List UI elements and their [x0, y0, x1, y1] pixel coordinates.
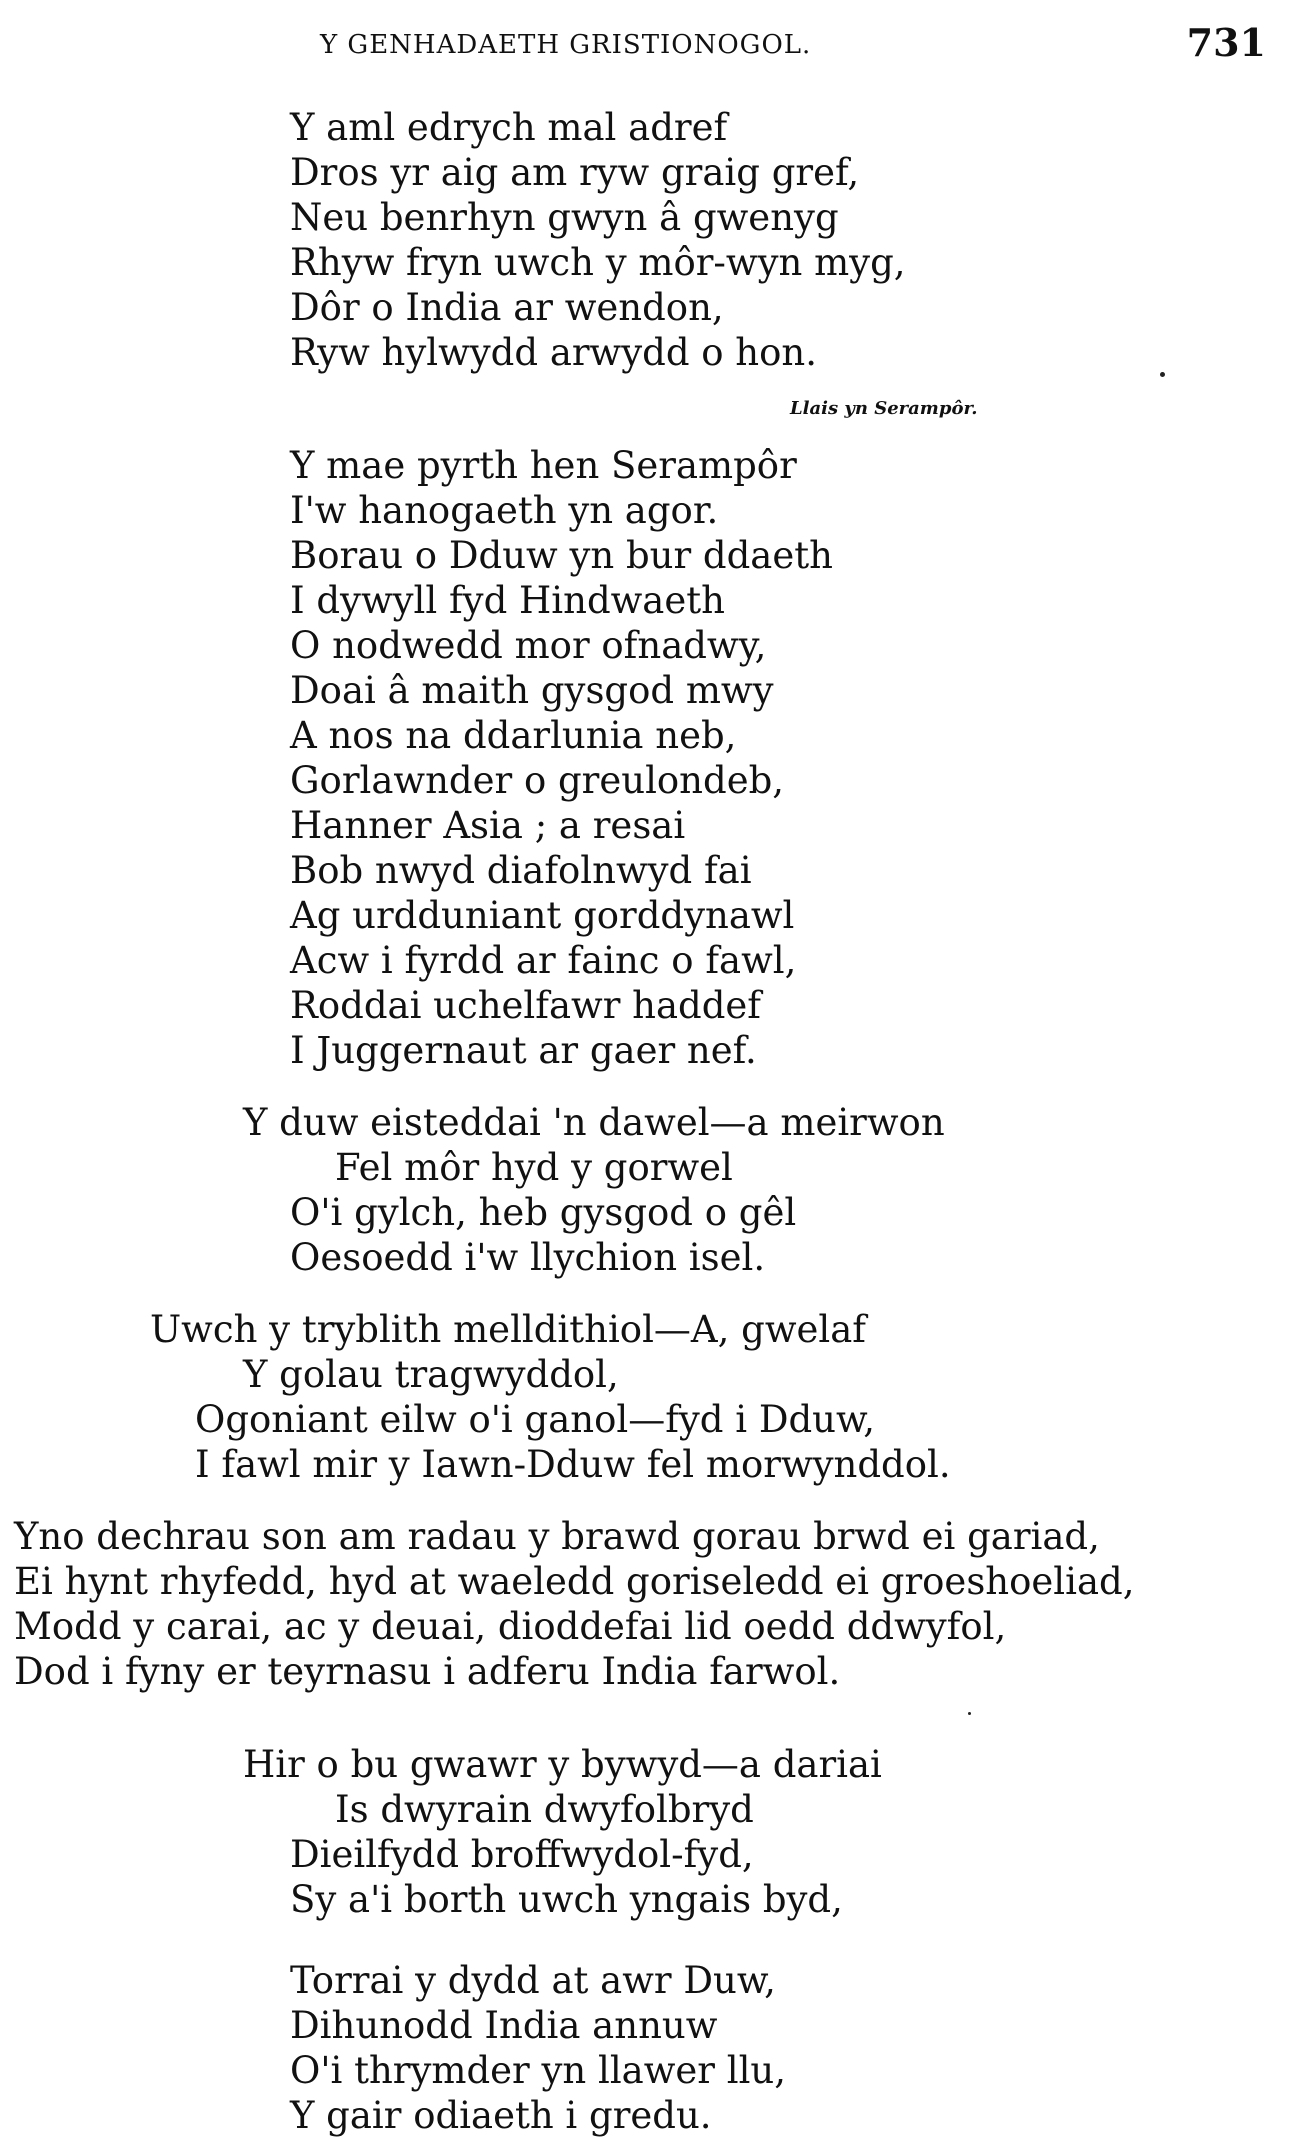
verse-line: Y gair odiaeth i gredu.: [290, 2094, 712, 2137]
verse-line: Is dwyrain dwyfolbryd: [335, 1788, 754, 1831]
verse-line: Hir o bu gwawr y bywyd—a dariai: [243, 1743, 882, 1786]
verse-line: Dod i fyny er teyrnasu i adferu India farwol.: [14, 1650, 841, 1693]
verse-line: O'i thrymder yn llawer llu,: [290, 2049, 786, 2092]
verse-line: Ryw hylwydd arwydd o hon.: [290, 331, 817, 374]
verse-line: Ei hynt rhyfedd, hyd at waeledd goriseledd ei groeshoeliad,: [14, 1560, 1135, 1603]
verse-line: Dihunodd India annuw: [290, 2004, 718, 2047]
verse-line: Bob nwyd diafolnwyd fai: [290, 849, 752, 892]
verse-line: Y aml edrych mal adref: [290, 106, 728, 149]
verse-line: Hanner Asia ; a resai: [290, 804, 686, 847]
print-speck: [968, 1712, 971, 1715]
verse-line: I fawl mir y Iawn-Dduw fel morwynddol.: [195, 1443, 951, 1486]
verse-line: I'w hanogaeth yn agor.: [290, 489, 719, 532]
verse-line: Yno dechrau son am radau y brawd gorau brwd ei gariad,: [14, 1515, 1100, 1558]
verse-line: Sy a'i borth uwch yngais byd,: [290, 1878, 843, 1921]
verse-line: O'i gylch, heb gysgod o gêl: [290, 1191, 797, 1234]
section-subheading: Llais yn Serampôr.: [790, 398, 978, 419]
verse-line: Roddai uchelfawr haddef: [290, 984, 761, 1027]
verse-line: Uwch y tryblith melldithiol—A, gwelaf: [150, 1308, 866, 1351]
running-title: Y GENHADAETH GRISTIONOGOL.: [320, 30, 812, 60]
verse-line: Y mae pyrth hen Serampôr: [290, 444, 797, 487]
verse-line: Gorlawnder o greulondeb,: [290, 759, 785, 802]
verse-line: Doai â maith gysgod mwy: [290, 669, 774, 712]
verse-line: Dieilfydd broffwydol-fyd,: [290, 1833, 754, 1876]
verse-line: Dros yr aig am ryw graig gref,: [290, 151, 860, 194]
verse-line: Dôr o India ar wendon,: [290, 286, 724, 329]
print-speck: [1160, 372, 1165, 377]
verse-line: Y golau tragwyddol,: [243, 1353, 619, 1396]
verse-line: Rhyw fryn uwch y môr-wyn myg,: [290, 241, 906, 284]
verse-line: Modd y carai, ac y deuai, dioddefai lid oedd ddwyfol,: [14, 1605, 1007, 1648]
verse-line: Acw i fyrdd ar fainc o fawl,: [290, 939, 797, 982]
verse-line: Fel môr hyd y gorwel: [335, 1146, 733, 1189]
verse-line: A nos na ddarlunia neb,: [290, 714, 737, 757]
verse-line: Neu benrhyn gwyn â gwenyg: [290, 196, 839, 239]
page-number: 731: [1186, 20, 1266, 65]
verse-line: Ag urdduniant gorddynawl: [290, 894, 795, 937]
verse-line: I dywyll fyd Hindwaeth: [290, 579, 725, 622]
verse-line: Y duw eisteddai 'n dawel—a meirwon: [243, 1101, 945, 1144]
page-header: [0, 20, 1298, 68]
verse-line: Torrai y dydd at awr Duw,: [290, 1959, 776, 2002]
verse-line: Ogoniant eilw o'i ganol—fyd i Dduw,: [195, 1398, 876, 1441]
verse-line: I Juggernaut ar gaer nef.: [290, 1029, 757, 1072]
verse-line: O nodwedd mor ofnadwy,: [290, 624, 767, 667]
verse-line: Oesoedd i'w llychion isel.: [290, 1236, 766, 1279]
verse-line: Borau o Dduw yn bur ddaeth: [290, 534, 833, 577]
